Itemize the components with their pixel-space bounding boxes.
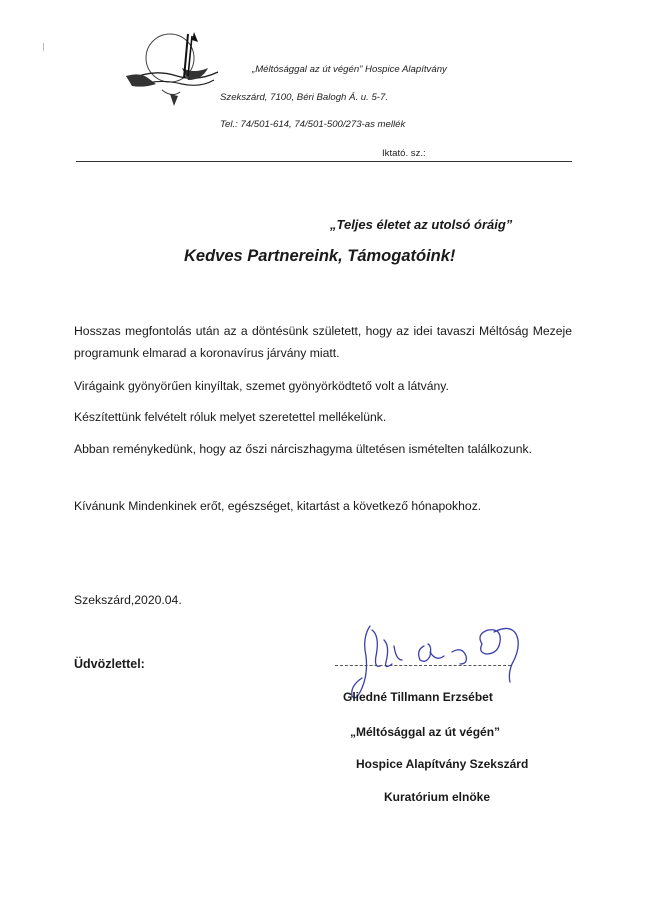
org-name: „Méltósággal az út végén” Hospice Alapítvány [252, 64, 447, 75]
scan-speck [43, 43, 44, 51]
reference-number-label: Iktató. sz.: [382, 148, 426, 159]
org-address: Szekszárd, 7100, Béri Balogh Á. u. 5-7. [220, 92, 388, 103]
salutation: Kedves Partnereink, Támogatóink! [184, 247, 456, 265]
paragraph-5: Kívánunk Mindenkinek erőt, egészséget, kitartást a következő hónapokhoz. [74, 499, 482, 513]
signatory-org-line-1: „Méltósággal az út végén” [350, 725, 501, 739]
motto: „Teljes életet az utolsó óráig” [330, 217, 513, 232]
header-divider [76, 161, 572, 162]
paragraph-2: Virágaink gyönyörűen kinyíltak, szemet gyönyörködtető volt a látvány. [74, 379, 449, 393]
paragraph-4: Abban reménykedünk, hogy az őszi nárciszhagyma ültetésen ismételten találkozunk. [74, 442, 532, 456]
signatory-name: Gliedné Tillmann Erzsébet [343, 690, 493, 704]
org-phone: Tel.: 74/501-614, 74/501-500/273-as mellék [220, 119, 406, 130]
hospice-logo-icon [122, 28, 222, 110]
paragraph-1: Hosszas megfontolás után az a döntésünk született, hogy az idei tavaszi Méltóság Mezeje programunk elmarad a koronavírus járvány miatt. [74, 324, 572, 360]
paragraph-3: Készítettünk felvételt róluk melyet szeretettel mellékelünk. [74, 410, 387, 424]
place-date: Szekszárd,2020.04. [74, 593, 182, 607]
signatory-org-line-2: Hospice Alapítvány Szekszárd [356, 757, 529, 771]
closing: Üdvözlettel: [74, 657, 145, 671]
signatory-title: Kuratórium elnöke [384, 790, 491, 804]
